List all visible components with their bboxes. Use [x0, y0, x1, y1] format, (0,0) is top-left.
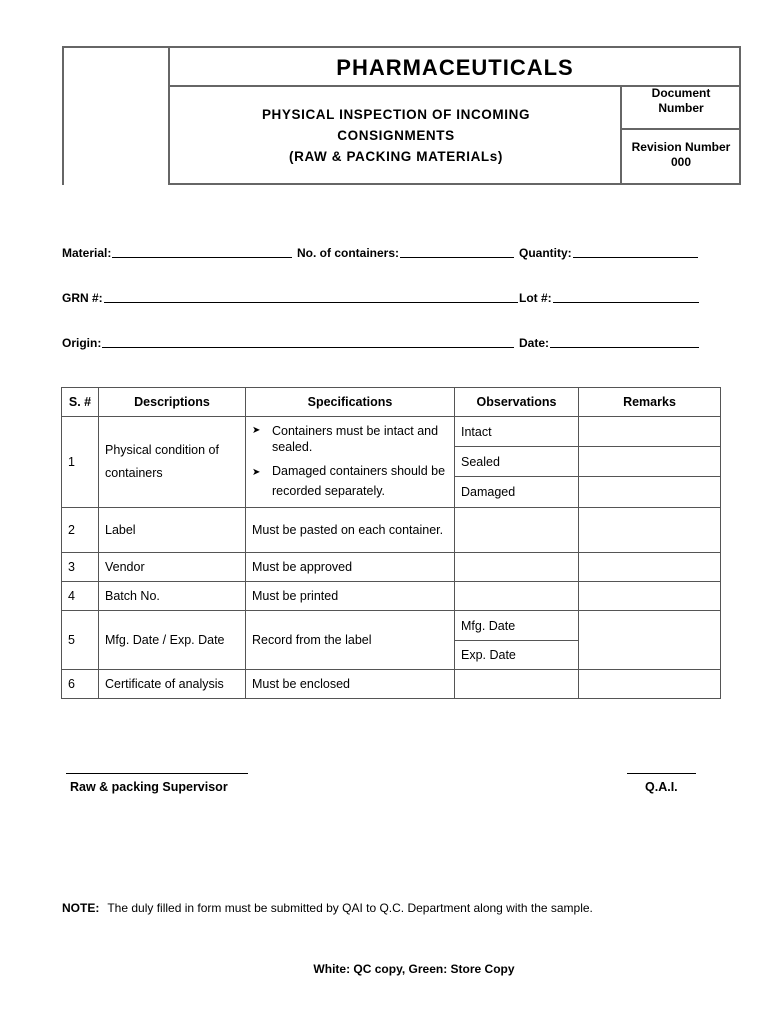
table-row [62, 508, 721, 553]
revision-number [622, 140, 740, 170]
remarks-cell[interactable] [579, 477, 721, 508]
row-specification: Record from the label [246, 611, 455, 670]
arrow-bullet-icon: ➤ [252, 425, 261, 436]
row-specification [246, 417, 455, 508]
table-row [62, 670, 721, 699]
observation-cell[interactable] [455, 508, 579, 553]
quantity-field[interactable] [519, 244, 698, 260]
note-label: NOTE: [62, 901, 100, 915]
col-header-remarks: Remarks [579, 388, 721, 417]
desc-line-2: containers [105, 466, 163, 480]
observation-cell: Exp. Date [455, 641, 579, 670]
inspection-table [61, 387, 721, 699]
observation-cell: Damaged [455, 477, 579, 508]
observation-cell: Sealed [455, 447, 579, 477]
observation-cell: Intact [455, 417, 579, 447]
lot-label: Lot #: [519, 291, 552, 305]
material-label: Material: [62, 246, 112, 260]
containers-label: No. of containers: [297, 246, 400, 260]
grn-field[interactable] [62, 289, 518, 305]
row-description: Vendor [99, 553, 246, 582]
doc-label-2: Number [658, 101, 704, 115]
table-row [62, 553, 721, 582]
origin-field[interactable] [62, 334, 514, 350]
date-field[interactable] [519, 334, 699, 350]
col-header-descriptions: Descriptions [99, 388, 246, 417]
table-row [62, 582, 721, 611]
col-header-observations: Observations [455, 388, 579, 417]
table-row [62, 417, 721, 447]
remarks-cell[interactable] [579, 582, 721, 611]
qai-signature-line[interactable] [627, 773, 696, 774]
col-header-sn: S. # [62, 388, 99, 417]
revision-label: Revision Number [631, 140, 731, 154]
observation-cell[interactable] [455, 670, 579, 699]
company-name: PHARMACEUTICALS [336, 55, 574, 80]
observation-cell[interactable] [455, 582, 579, 611]
qai-signature-label: Q.A.I. [645, 780, 678, 794]
form-title [171, 104, 621, 167]
desc-line-1: Physical condition of [105, 443, 219, 457]
revision-value: 000 [670, 155, 692, 169]
remarks-cell[interactable] [579, 611, 721, 670]
material-field[interactable] [62, 244, 292, 260]
remarks-cell[interactable] [579, 447, 721, 477]
row-specification: Must be printed [246, 582, 455, 611]
form-title-line3: (RAW & PACKING MATERIALs) [289, 149, 503, 164]
document-number-label [622, 86, 740, 116]
spec-item: ➤ Damaged containers should be recorded separately. [252, 464, 446, 498]
supervisor-signature-line[interactable] [66, 773, 248, 774]
origin-label: Origin: [62, 336, 102, 350]
note-text: The duly filled in form must be submitted by QAI to Q.C. Department along with the sample. [107, 901, 593, 915]
row-description: Mfg. Date / Exp. Date [99, 611, 246, 670]
row-description [99, 417, 246, 508]
date-label: Date: [519, 336, 550, 350]
arrow-bullet-icon: ➤ [252, 467, 261, 478]
observation-cell: Mfg. Date [455, 611, 579, 641]
table-header-row [62, 388, 721, 417]
containers-field[interactable] [297, 244, 514, 260]
col-header-specifications: Specifications [246, 388, 455, 417]
doc-label-1: Document [651, 86, 711, 100]
row-description: Certificate of analysis [99, 670, 246, 699]
row-sn: 4 [62, 582, 99, 611]
row-specification: Must be pasted on each container. [246, 508, 455, 553]
observation-cell[interactable] [455, 553, 579, 582]
row-sn: 6 [62, 670, 99, 699]
form-title-line2: CONSIGNMENTS [337, 128, 455, 143]
row-sn: 2 [62, 508, 99, 553]
row-specification: Must be enclosed [246, 670, 455, 699]
row-specification: Must be approved [246, 553, 455, 582]
form-title-line1: PHYSICAL INSPECTION OF INCOMING [261, 107, 531, 122]
remarks-cell[interactable] [579, 553, 721, 582]
row-sn: 5 [62, 611, 99, 670]
note [62, 901, 593, 915]
row-description: Label [99, 508, 246, 553]
grn-label: GRN #: [62, 291, 103, 305]
quantity-label: Quantity: [519, 246, 572, 260]
remarks-cell[interactable] [579, 417, 721, 447]
remarks-cell[interactable] [579, 508, 721, 553]
remarks-cell[interactable] [579, 670, 721, 699]
row-sn: 1 [62, 417, 99, 508]
row-sn: 3 [62, 553, 99, 582]
lot-field[interactable] [519, 289, 699, 305]
copy-distribution: White: QC copy, Green: Store Copy [313, 962, 515, 976]
table-row [62, 611, 721, 641]
row-description: Batch No. [99, 582, 246, 611]
spec-item: ➤ Containers must be intact and sealed. [252, 424, 439, 454]
supervisor-signature-label: Raw & packing Supervisor [70, 780, 228, 794]
